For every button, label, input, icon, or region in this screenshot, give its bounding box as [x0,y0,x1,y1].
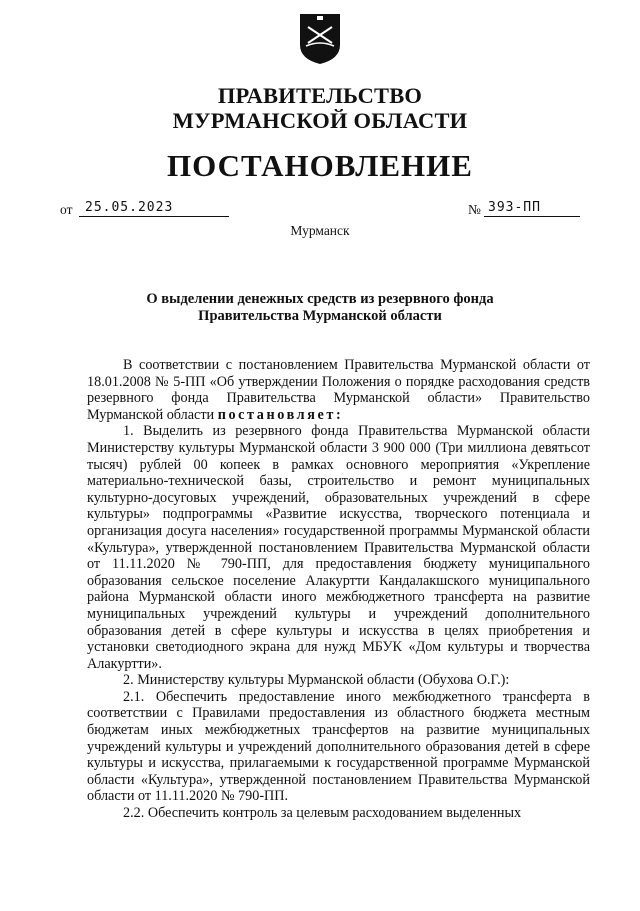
item-2-2-paragraph: 2.2. Обеспечить контроль за целевым расходованием выделенных [123,805,522,822]
item-2-1-paragraph: 2.1. Обеспечить предоставление иного межбюджетного трансферта в соответствии с Правилами предоставления из областного бюджета местным бюджетам иных межбюджетных трансфертов на развитие муниципальных учреждений культуры и учреждений дополнительного образования детей в сфере культуры и искусства, прилагаемыми к государственной программе Мурманской области «Культура», утвержденной постановлением Правительства Мурманской области от 11.11.2020 № 790-ПП. [87,688,590,805]
date-prefix: от [60,202,73,217]
document-number: 393-ПП [484,200,580,217]
preamble-paragraph [87,357,590,423]
document-title-line2: Правительства Мурманской области [198,308,442,324]
document-body [87,357,590,822]
item-2-paragraph: 2. Министерству культуры Мурманской области (Обухова О.Г.): [123,672,510,689]
item-1-paragraph: 1. Выделить из резервного фонда Правительства Мурманской области Министерству культуры Мурманской области 3 900 000 (Три миллиона девятьсот тысяч) рублей 00 копеек в рамках основного мероприятия «Укрепление материально-технической базы, строительство и ремонт муниципальных культурно-досуговых учреждений, образовательных учреждений в сфере культуры» подпрограммы «Развитие искусства, творческого потенциала и организация досуга населения» государственной программы Мурманской области «Культура», утвержденной постановлением Правительства Мурманской области от 11.11.2020 № 790-ПП, для предоставления бюджету муниципального образования сельское поселение Алакуртти Кандалакшского муниципального района Мурманской области иного межбюджетного трансферта на развитие муниципальных учреждений культуры и учреждений дополнительного образования детей в сфере культуры и искусства в целях приобретения и установки светодиодного экрана для нужд МБУК «Дом культуры и творчества Алакуртти». [87,423,590,672]
government-name-line1: ПРАВИТЕЛЬСТВО [217,83,423,108]
document-type: ПОСТАНОВЛЕНИЕ [167,148,473,183]
coat-of-arms-icon [299,13,341,65]
preamble-text: В соответствии с постановлением Правительства Мурманской области от 18.01.2008 № 5-ПП «Об утверждении Положения о порядке расходования средств резервного фонда Правительства Мурманской области» Правительство Мурманской области [87,357,590,423]
date-number-row [60,202,580,222]
city-name: Мурманск [290,223,350,238]
government-name-line2: МУРМАНСКОЙ ОБЛАСТИ [172,108,468,133]
document-title-line1: О выделении денежных средств из резервного фонда [146,291,494,307]
resolve-word: постановляет: [217,406,344,423]
number-prefix: № [468,202,481,217]
document-date: 25.05.2023 [79,200,229,217]
